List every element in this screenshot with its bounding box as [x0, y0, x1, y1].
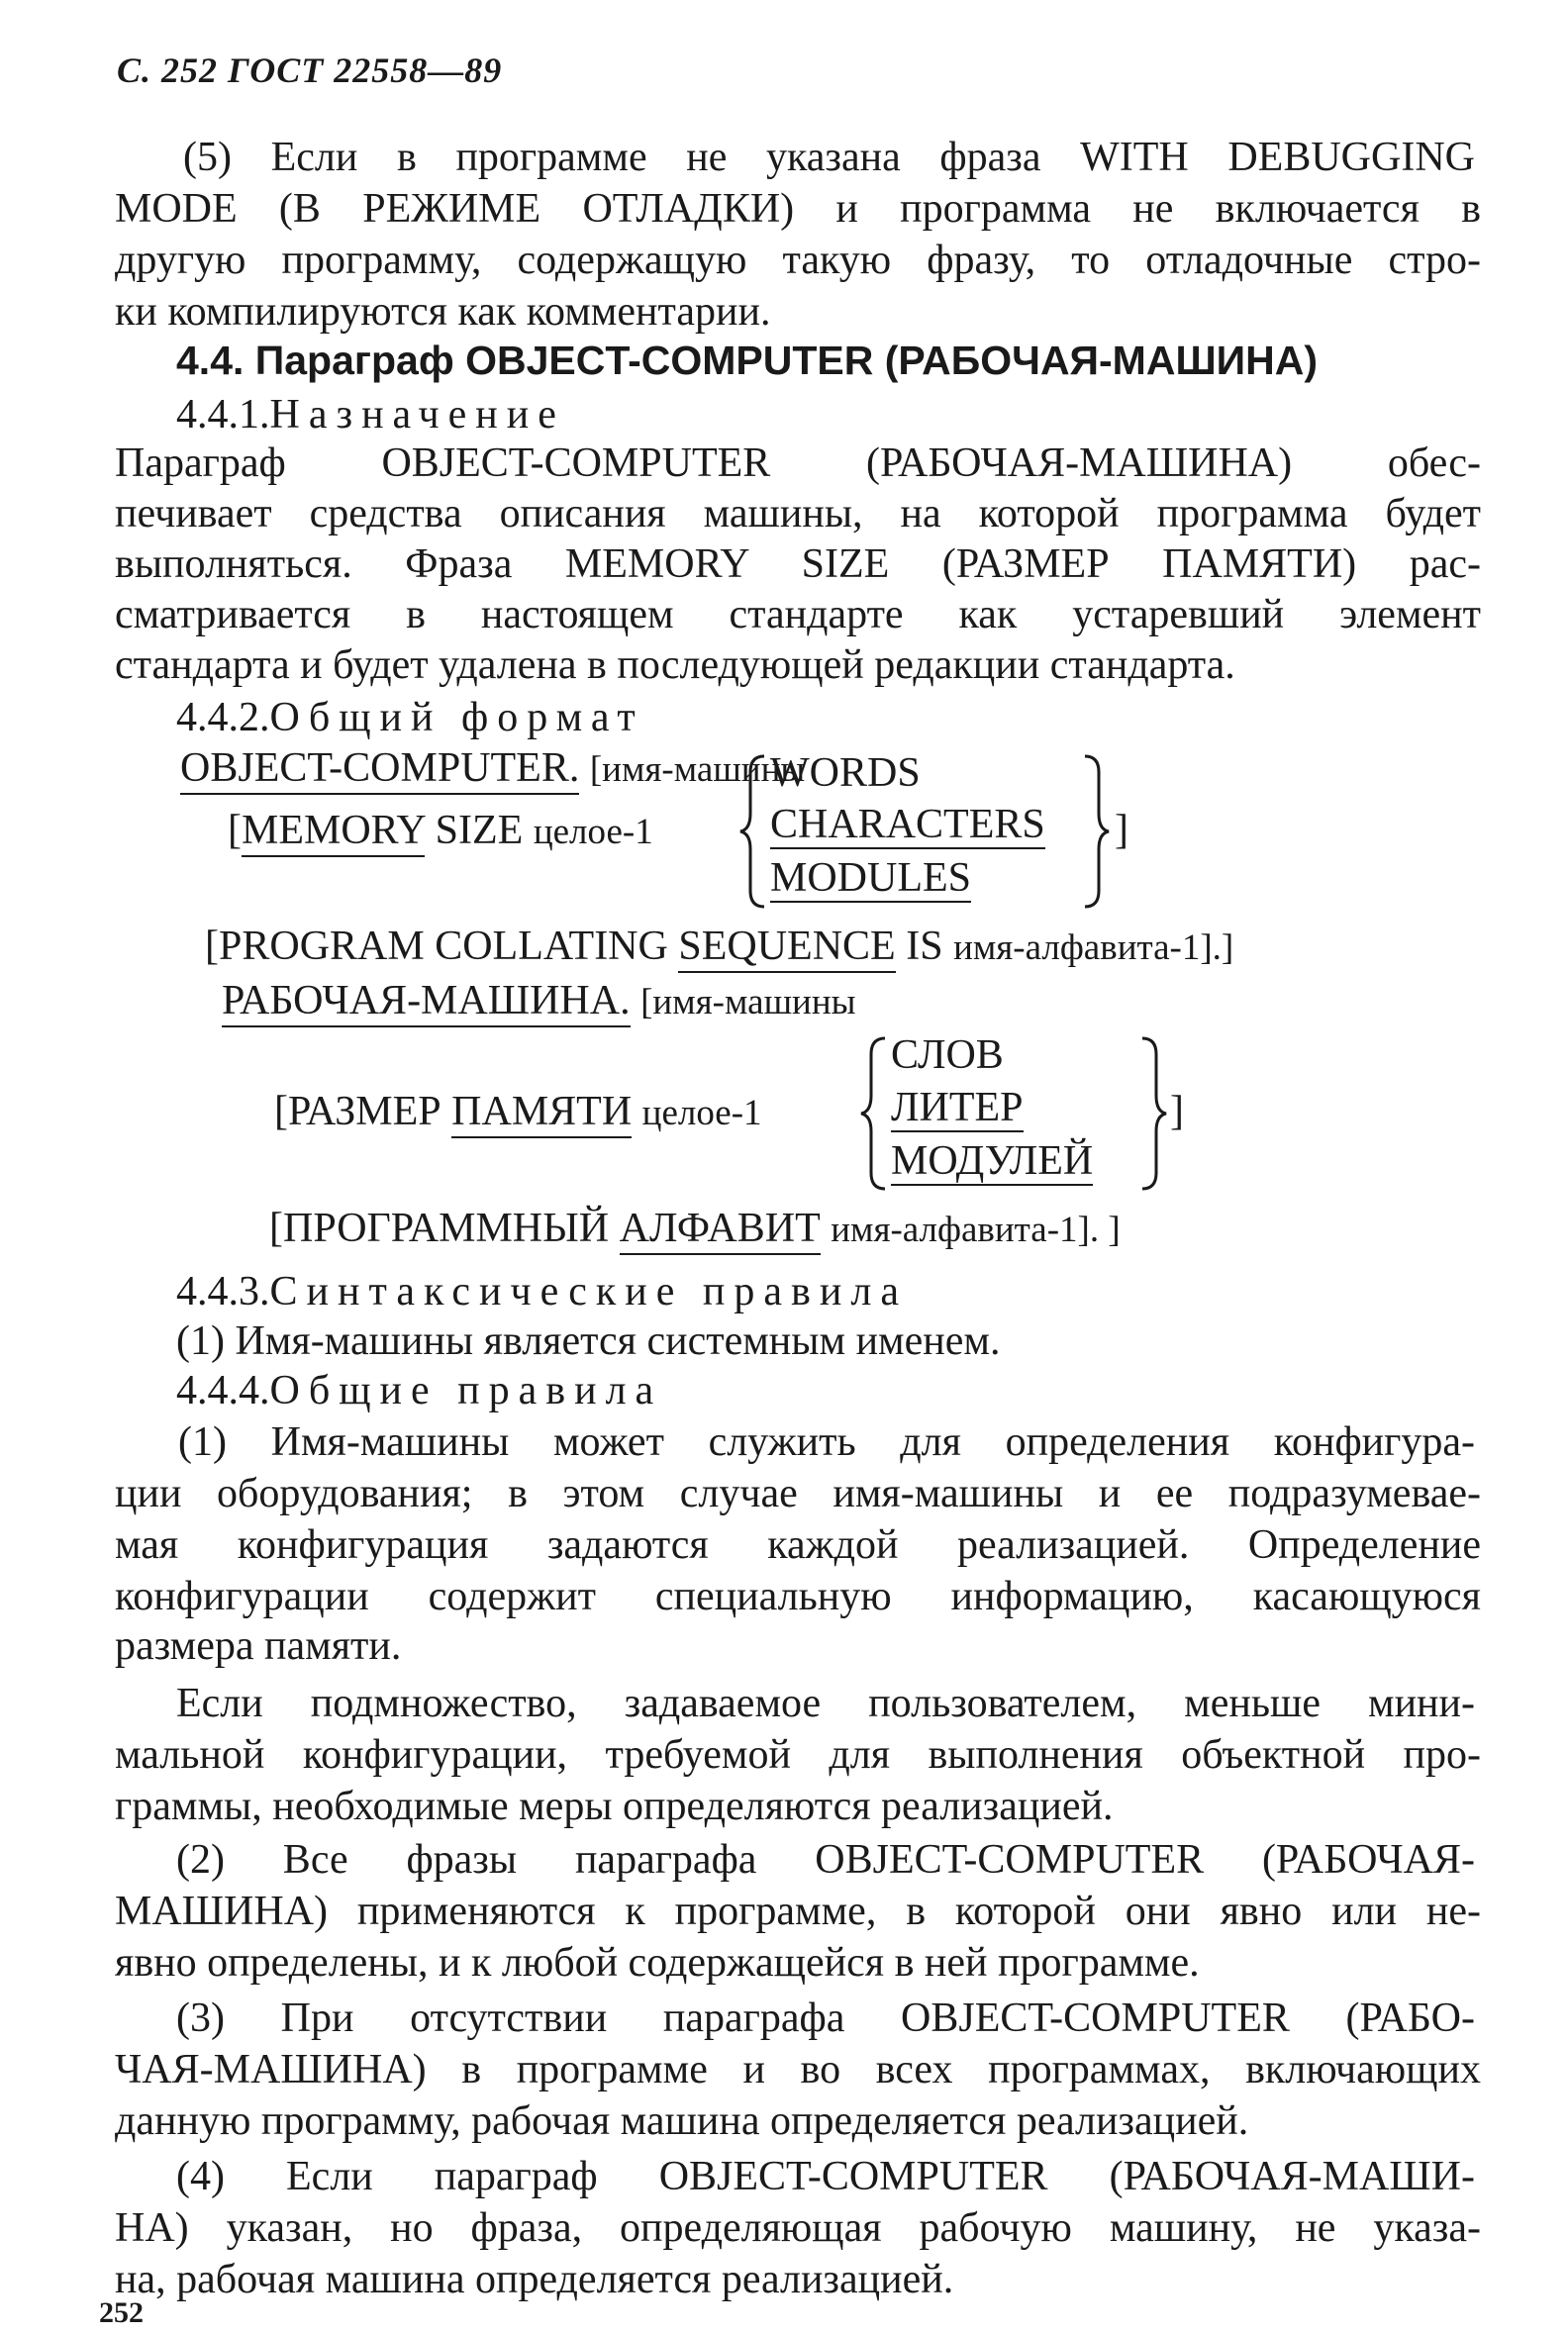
ru-alphabet-keyword: АЛФАВИТ [620, 1206, 821, 1255]
purpose-line-4: сматривается в настоящем стандарте как устаревший элемент [115, 592, 1481, 637]
en-option-characters: CHARACTERS [770, 802, 1045, 847]
ru-memory-size-clause [274, 1091, 762, 1132]
en-is-keyword: IS [906, 924, 943, 969]
debug-line-3: другую программу, содержащую такую фразу, то отладочные стро- [115, 238, 1481, 283]
rule1-line-3: мая конфигурация задаются каждой реализацией. Определение [115, 1522, 1481, 1568]
ru-left-brace [859, 1034, 889, 1193]
ru-alphabet-name: имя-алфавита-1]. ] [831, 1210, 1121, 1250]
rule1-line-1: (1) Имя-машины может служить для определения конфигура- [178, 1419, 1475, 1465]
ru-object-computer-keyword: РАБОЧАЯ-МАШИНА. [222, 978, 631, 1027]
purpose-heading-num: 4.4.1. [176, 392, 270, 438]
debug-line-1: (5) Если в программе не указана фраза WITH DEBUGGING [183, 135, 1475, 180]
format-heading-num: 4.4.2. [176, 695, 270, 740]
rule1-cont-line-2: мальной конфигурации, требуемой для выполнения объектной про- [115, 1732, 1481, 1778]
ru-integer-1: целое-1 [641, 1093, 762, 1133]
page-number: 252 [99, 2296, 144, 2329]
ru-memory-keyword: ПАМЯТИ [451, 1089, 632, 1138]
rule3-line-2: ЧАЯ-МАШИНА) в программе и во всех программах, включающих [115, 2047, 1481, 2092]
ru-option-modules: МОДУЛЕЙ [891, 1138, 1094, 1184]
ru-right-brace [1138, 1034, 1168, 1193]
rule4-line-2: НА) указан, но фраза, определяющая рабочую машину, не указа- [115, 2205, 1481, 2251]
syntax-heading-num: 4.4.3. [176, 1269, 270, 1314]
ru-format-line-1 [222, 980, 856, 1022]
ru-program-alphabet-clause [269, 1208, 1121, 1249]
ru-machine-name: [имя-машины [640, 982, 856, 1022]
rule2-line-1: (2) Все фразы параграфа OBJECT-COMPUTER (РАБОЧАЯ- [176, 1837, 1475, 1883]
rule1-line-2: ции оборудования; в этом случае имя-машины и ее подразумевае- [115, 1471, 1481, 1516]
section-title: 4.4. Параграф OBJECT-COMPUTER (РАБОЧАЯ-МАШИНА) [176, 338, 1318, 383]
rule4-line-3: на, рабочая машина определяется реализацией. [115, 2257, 954, 2302]
syntax-rule-1: (1) Имя-машины является системным именем. [176, 1318, 1001, 1364]
general-rules-heading-num: 4.4.4. [176, 1368, 270, 1413]
rule3-line-1: (3) При отсутствии параграфа OBJECT-COMPUTER (РАБО- [176, 1995, 1475, 2041]
en-close-bracket: ] [1115, 808, 1128, 853]
en-machine-name: [имя-машины [589, 749, 806, 790]
debug-line-2: MODE (В РЕЖИМЕ ОТЛАДКИ) и программа не включается в [115, 186, 1481, 232]
page-header: С. 252 ГОСТ 22558—89 [117, 50, 503, 90]
format-heading [176, 697, 644, 738]
en-left-brace [738, 752, 768, 911]
purpose-line-5: стандарта и будет удалена в последующей редакции стандарта. [115, 642, 1235, 688]
rule2-line-2: МАШИНА) применяются к программе, в которой они явно или не- [115, 1889, 1481, 1934]
syntax-heading [176, 1271, 908, 1313]
en-option-words: WORDS [770, 750, 921, 796]
purpose-line-3: выполняться. Фраза MEMORY SIZE (РАЗМЕР ПАМЯТИ) рас- [115, 541, 1481, 587]
ru-option-words: СЛОВ [891, 1032, 1004, 1078]
general-rules-heading-text: Общие правила [269, 1368, 663, 1413]
en-size-keyword: SIZE [435, 808, 524, 853]
purpose-line-2: печивает средства описания машины, на которой программа будет [115, 491, 1481, 536]
rule4-line-1: (4) Если параграф OBJECT-COMPUTER (РАБОЧАЯ-МАШИ- [176, 2154, 1475, 2199]
en-memory-open-bracket: [ [228, 808, 242, 853]
en-object-computer-keyword: OBJECT-COMPUTER. [180, 745, 579, 795]
en-alphabet-name: имя-алфавита-1].] [953, 927, 1234, 968]
rule3-line-3: данную программу, рабочая машина определяется реализацией. [115, 2098, 1249, 2144]
debug-line-4: ки компилируются как комментарии. [115, 289, 771, 335]
ru-program-open: [ПРОГРАММНЫЙ [269, 1206, 610, 1251]
en-format-line-1 [180, 747, 805, 789]
general-rules-heading [176, 1370, 662, 1411]
format-heading-text: Общий формат [269, 695, 644, 740]
ru-memory-open-bracket: [РАЗМЕР [274, 1089, 441, 1134]
rule1-line-5: размера памяти. [115, 1623, 402, 1669]
ru-option-characters: ЛИТЕР [891, 1085, 1024, 1130]
rule1-cont-line-3: граммы, необходимые меры определяются реализацией. [115, 1784, 1114, 1829]
rule1-line-4: конфигурации содержит специальную информацию, касающуюся [115, 1574, 1481, 1619]
en-memory-size-clause [228, 810, 653, 851]
en-program-collating: [PROGRAM COLLATING [205, 924, 668, 969]
ru-close-bracket: ] [1170, 1089, 1184, 1134]
en-sequence-keyword: SEQUENCE [678, 924, 895, 973]
rule2-line-3: явно определены, и к любой содержащейся в ней программе. [115, 1940, 1200, 1986]
en-right-brace [1081, 752, 1111, 911]
en-option-modules: MODULES [770, 855, 972, 901]
en-memory-keyword: MEMORY [242, 808, 425, 857]
en-integer-1: целое-1 [533, 812, 653, 852]
purpose-heading-text: Назначение [269, 392, 565, 438]
purpose-line-1: Параграф OBJECT-COMPUTER (РАБОЧАЯ-МАШИНА) обес- [115, 440, 1481, 486]
purpose-heading [176, 394, 565, 436]
rule1-cont-line-1: Если подмножество, задаваемое пользователем, меньше мини- [176, 1681, 1475, 1726]
en-program-collating-clause [205, 925, 1233, 967]
syntax-heading-text: Синтаксические правила [269, 1269, 908, 1314]
